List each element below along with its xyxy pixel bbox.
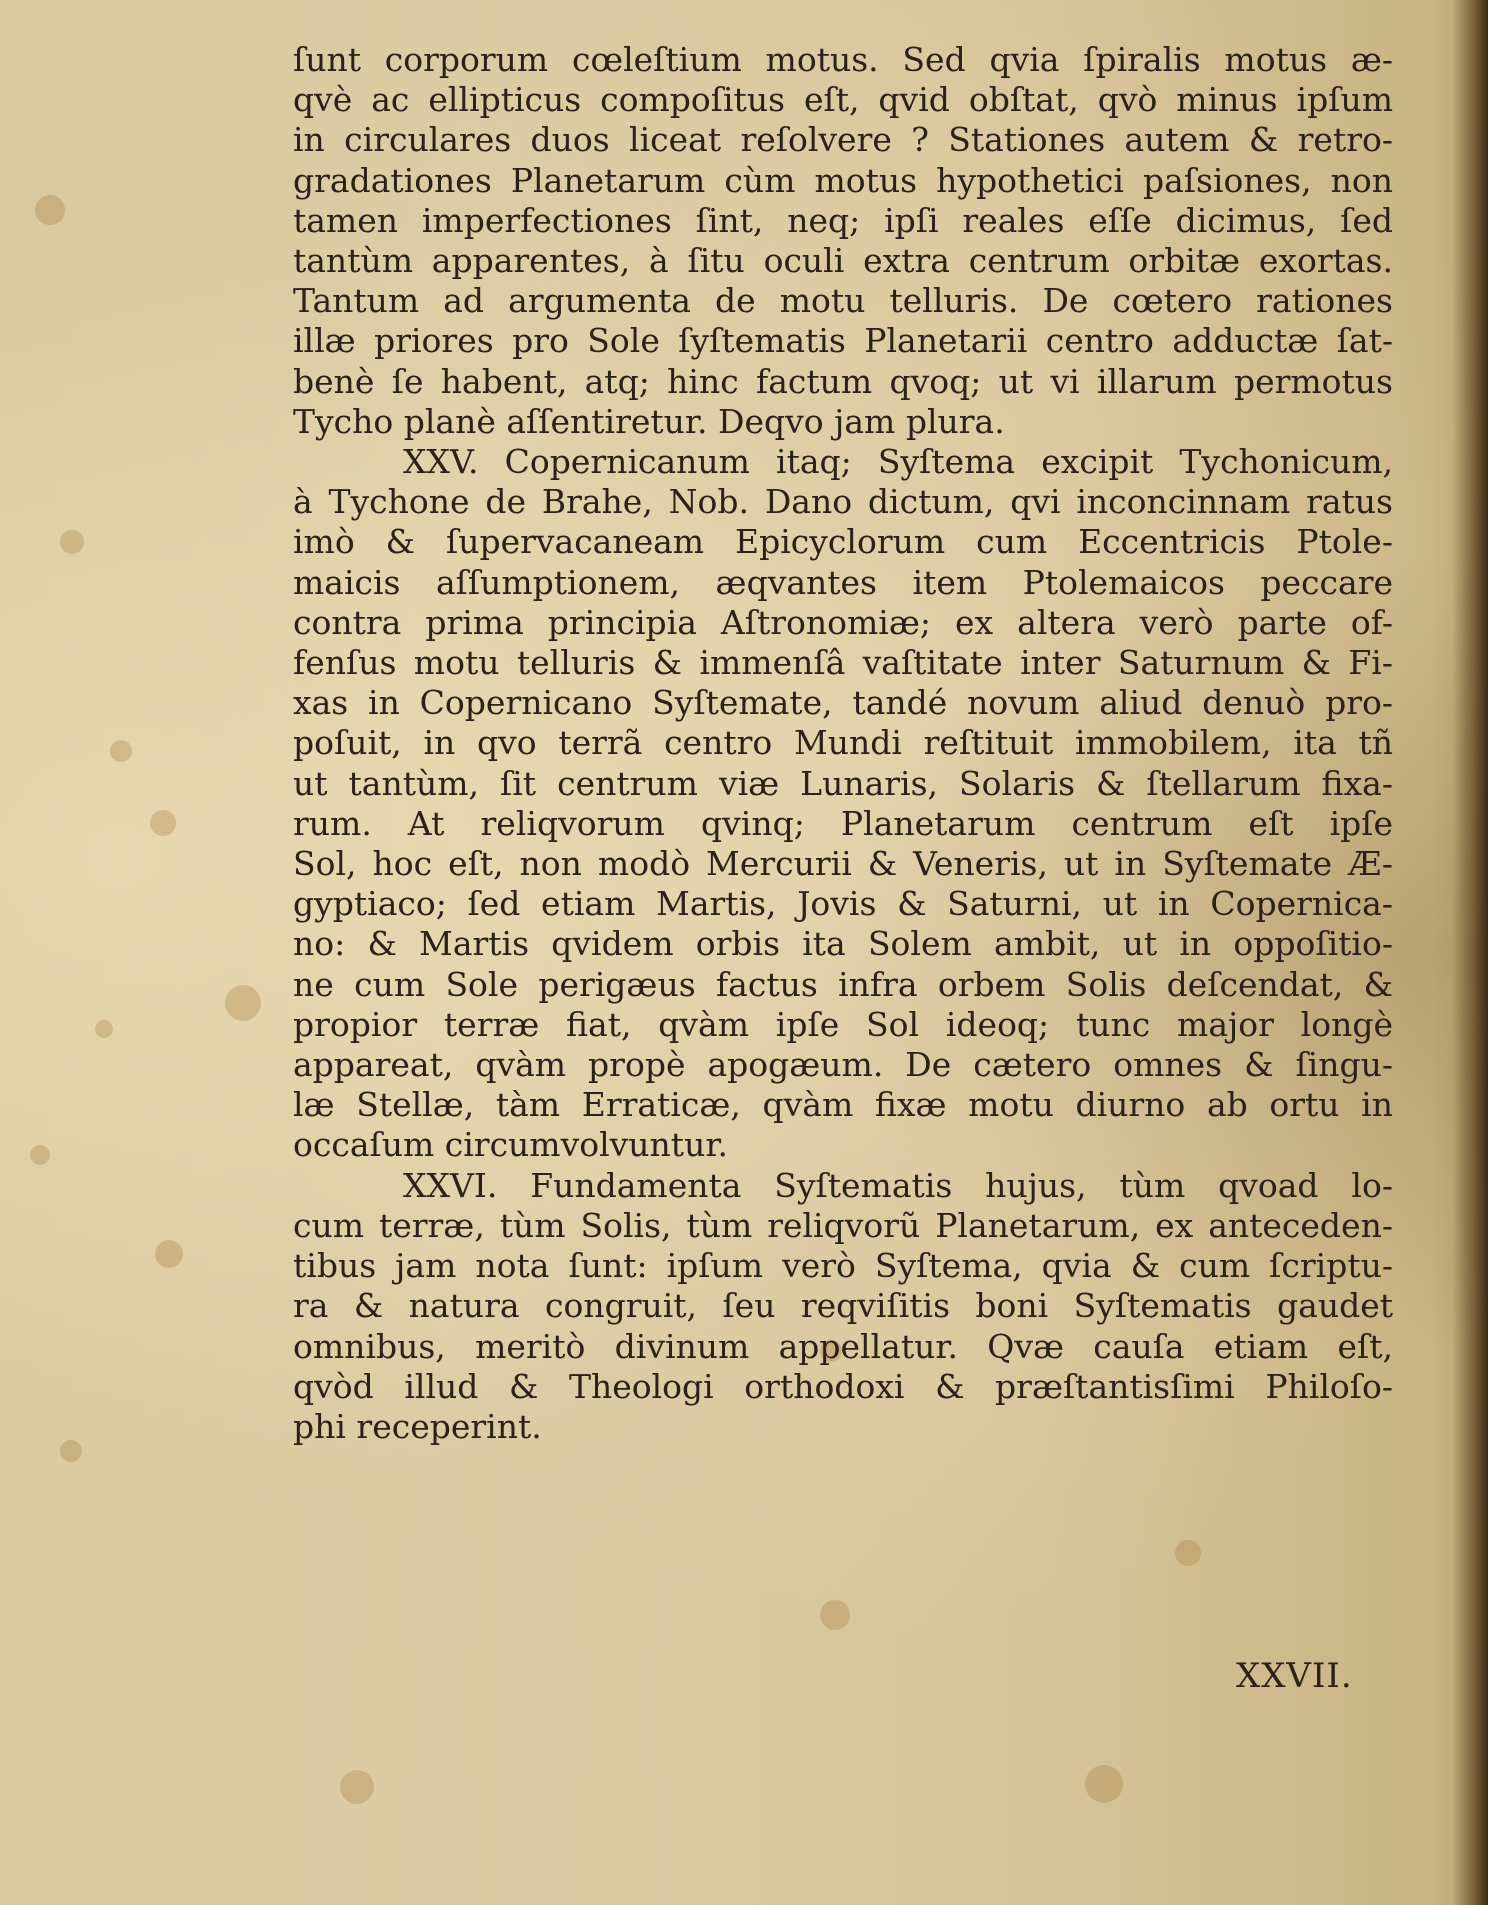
foxing-stain [30, 1145, 50, 1165]
text-line: læ Stellæ, tàm Erraticæ, qvàm fixæ motu diurno ab ortu in [293, 1085, 1393, 1125]
text-line: ut tantùm, ſit centrum viæ Lunaris, Solaris & ſtellarum fixa- [293, 763, 1393, 803]
text-line: illæ priores pro Sole ſyſtematis Planetarii centro adductæ ſat- [293, 321, 1393, 361]
text-line: imò & ſupervacaneam Epicyclorum cum Eccentricis Ptole- [293, 522, 1393, 562]
text-line: maicis aſſumptionem, æqvantes item Ptolemaicos peccare [293, 562, 1393, 602]
foxing-stain [225, 985, 261, 1021]
text-line: in circulares duos liceat reſolvere ? Stationes autem & retro- [293, 120, 1393, 160]
foxing-stain [340, 1770, 374, 1804]
foxing-stain [110, 740, 132, 762]
text-line: poſuit, in qvo terrã centro Mundi reſtituit immobilem, ita tñ [293, 723, 1393, 763]
text-line: benè ſe habent, atq; hinc factum qvoq; ut vi illarum permotus [293, 361, 1393, 401]
catchword: XXVII. [1236, 1656, 1353, 1696]
text-line: no: & Martis qvidem orbis ita Solem ambit, ut in oppoſitio- [293, 924, 1393, 964]
foxing-stain [95, 1020, 113, 1038]
text-line: rum. At reliqvorum qvinq; Planetarum centrum eſt ipſe [293, 803, 1393, 843]
foxing-stain [155, 1240, 183, 1268]
body-text [293, 40, 1393, 1447]
text-line: propior terræ fiat, qvàm ipſe Sol ideoq; tunc major longè [293, 1004, 1393, 1044]
page-gutter-shadow [1452, 0, 1488, 1905]
text-line: tamen imperfectiones ſint, neq; ipſi reales eſſe dicimus, ſed [293, 200, 1393, 240]
foxing-stain [60, 1440, 82, 1462]
text-line: qvè ac ellipticus compoſitus eſt, qvid obſtat, qvò minus ipſum [293, 80, 1393, 120]
text-line: fenſus motu telluris & immenſâ vaſtitate inter Saturnum & Fi- [293, 643, 1393, 683]
text-line: à Tychone de Brahe, Nob. Dano dictum, qvi inconcinnam ratus [293, 482, 1393, 522]
text-line: qvòd illud & Theologi orthodoxi & præſtantisſimi Philoſo- [293, 1366, 1393, 1406]
section-heading-line: XXVI. Fundamenta Syſtematis hujus, tùm qvoad lo- [403, 1165, 1393, 1205]
foxing-stain [820, 1600, 850, 1630]
foxing-stain [150, 810, 176, 836]
section-heading-line: XXV. Copernicanum itaq; Syſtema excipit Tychonicum, [403, 442, 1393, 482]
text-line: tantùm apparentes, à ſitu oculi extra centrum orbitæ exortas. [293, 241, 1393, 281]
text-line: Sol, hoc eſt, non modò Mercurii & Veneris, ut in Syſtemate Æ- [293, 844, 1393, 884]
text-line: ra & natura congruit, ſeu reqviſitis boni Syſtematis gaudet [293, 1286, 1393, 1326]
text-line: contra prima principia Aſtronomiæ; ex altera verò parte of- [293, 602, 1393, 642]
foxing-stain [1175, 1540, 1201, 1566]
text-line: Tantum ad argumenta de motu telluris. De cœtero rationes [293, 281, 1393, 321]
text-line: ſunt corporum cœleſtium motus. Sed qvia ſpiralis motus æ- [293, 40, 1393, 79]
text-line: omnibus, meritò divinum appellatur. Qvæ cauſa etiam eſt, [293, 1326, 1393, 1366]
foxing-stain [35, 195, 65, 225]
text-line: ne cum Sole perigæus factus infra orbem Solis deſcendat, & [293, 964, 1393, 1004]
text-line: Tycho planè aſſentiretur. Deqvo jam plura. [293, 401, 1005, 441]
text-line: tibus jam nota ſunt: ipſum verò Syſtema, qvia & cum ſcriptu- [293, 1246, 1393, 1286]
text-line: gradationes Planetarum cùm motus hypothetici paſsiones, non [293, 160, 1393, 200]
foxing-stain [1085, 1765, 1123, 1803]
text-line: occaſum circumvolvuntur. [293, 1125, 728, 1165]
text-line: gyptiaco; ſed etiam Martis, Jovis & Saturni, ut in Copernica- [293, 884, 1393, 924]
text-line: appareat, qvàm propè apogæum. De cætero omnes & ſingu- [293, 1045, 1393, 1085]
text-line: xas in Copernicano Syſtemate, tandé novum aliud denuò pro- [293, 683, 1393, 723]
text-line: cum terræ, tùm Solis, tùm reliqvorũ Planetarum, ex anteceden- [293, 1205, 1393, 1245]
text-line: phi receperint. [293, 1406, 542, 1446]
foxing-stain [60, 530, 84, 554]
